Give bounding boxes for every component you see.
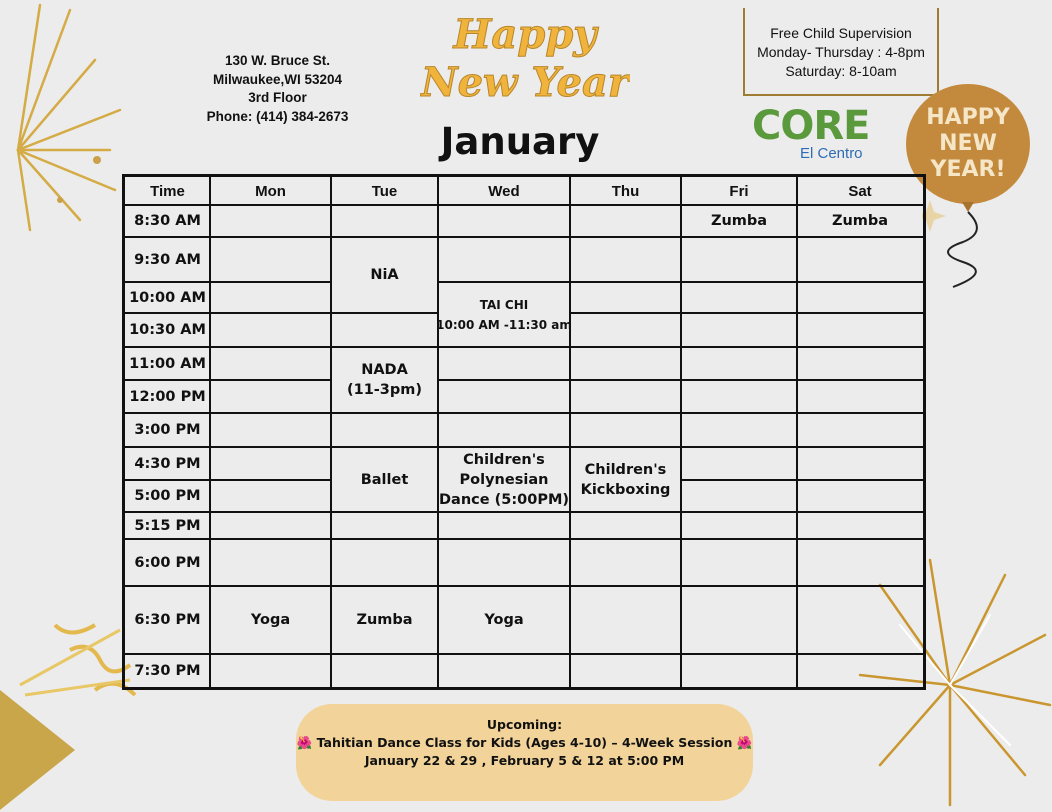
- time-cell: 6:00 PM: [134, 554, 201, 571]
- header-sat: Sat: [848, 182, 872, 200]
- firework-top-left: [0, 0, 130, 240]
- time-cell: 7:30 PM: [134, 662, 201, 679]
- column-divider: [796, 177, 798, 687]
- time-cell: 5:00 PM: [134, 488, 201, 504]
- event-tue-nia: [332, 238, 437, 312]
- header-tue: Tue: [371, 182, 398, 200]
- event-wed-yoga: [439, 587, 569, 653]
- balloon-line1: HAPPY: [926, 105, 1010, 130]
- balloon-line2: NEW: [939, 131, 997, 156]
- time-cell: 9:30 AM: [134, 251, 201, 268]
- event-line: Children's: [463, 451, 545, 468]
- event-mon-yoga: [211, 587, 330, 653]
- time-cell: 11:00 AM: [129, 355, 206, 372]
- event-line: Children's: [584, 461, 667, 478]
- event-fri-zumba: [682, 206, 796, 236]
- happy-new-year-graphic: [420, 6, 630, 116]
- event-line: Polynesian: [459, 471, 549, 488]
- time-cell: 12:00 PM: [129, 388, 206, 405]
- event-line: 10:00 AM -11:30 am: [436, 317, 572, 332]
- address-street: 130 W. Bruce St.: [224, 53, 331, 68]
- header-time: Time: [150, 182, 185, 200]
- time-cell: 6:30 PM: [134, 612, 201, 628]
- event-wed-tai-chi: [436, 283, 572, 346]
- new-year-words: New Year: [421, 59, 629, 106]
- row-divider: [125, 236, 923, 238]
- time-cell: 8:30 AM: [134, 213, 201, 229]
- upcoming-dates: January 22 & 29 , February 5 & 12 at 5:00 PM: [364, 753, 685, 768]
- event-line: Zumba: [831, 213, 889, 229]
- row-divider: [125, 379, 923, 381]
- event-line: Dance (5:00PM): [439, 491, 569, 508]
- row-divider: [125, 653, 923, 655]
- time-cell: 3:00 PM: [134, 422, 201, 438]
- event-tue-nada: [332, 348, 437, 412]
- month-title: January: [440, 120, 600, 163]
- header-fri: Fri: [729, 182, 749, 200]
- event-line: Ballet: [360, 471, 409, 488]
- column-divider: [680, 177, 682, 687]
- event-line: NADA: [361, 362, 408, 378]
- event-wed-children-s: [439, 448, 569, 511]
- header-wed: Wed: [488, 182, 520, 200]
- logo-word: CORE: [752, 103, 870, 149]
- upcoming-class: 🌺 Tahitian Dance Class for Kids (Ages 4-10) – 4-Week Session 🌺: [296, 735, 753, 750]
- row-divider: [125, 412, 923, 414]
- address-block: [180, 52, 375, 126]
- event-tue-zumba: [332, 587, 437, 653]
- happy-word: Happy: [453, 11, 597, 58]
- childcare-weekdays: Monday- Thursday : 4-8pm: [757, 44, 925, 60]
- logo-subtitle: El Centro: [800, 145, 863, 162]
- upcoming-banner: [296, 704, 753, 801]
- event-thu-children-s: [571, 448, 680, 511]
- childcare-title: Free Child Supervision: [770, 25, 912, 41]
- header-mon: Mon: [255, 182, 286, 200]
- core-el-centro-logo: [752, 104, 874, 164]
- header-thu: Thu: [611, 182, 640, 200]
- event-line: (11-3pm): [346, 382, 423, 398]
- address-city: Milwaukee,WI 53204: [212, 71, 343, 87]
- row-divider: [125, 511, 923, 513]
- schedule-table: [122, 174, 926, 690]
- event-line: Zumba: [356, 612, 413, 628]
- event-sat-zumba: [798, 206, 922, 236]
- event-line: Zumba: [710, 213, 768, 229]
- childcare-saturday: Saturday: 8-10am: [785, 63, 897, 79]
- address-phone: Phone: (414) 384-2673: [206, 108, 349, 124]
- event-line: Yoga: [250, 612, 291, 628]
- column-divider: [569, 177, 571, 687]
- row-divider: [125, 346, 923, 348]
- balloon-line3: YEAR!: [930, 157, 1006, 182]
- address-floor: 3rd Floor: [248, 90, 307, 105]
- event-line: Yoga: [484, 612, 524, 628]
- time-cell: 5:15 PM: [134, 517, 201, 534]
- event-line: TAI CHI: [479, 297, 529, 312]
- event-line: NiA: [370, 267, 399, 283]
- time-cell: 10:30 AM: [129, 322, 206, 338]
- row-divider: [125, 538, 923, 540]
- time-cell: 10:00 AM: [129, 289, 206, 306]
- upcoming-title: Upcoming:: [486, 717, 563, 732]
- event-tue-ballet: [332, 448, 437, 511]
- event-line: Kickboxing: [580, 481, 671, 498]
- time-cell: 4:30 PM: [134, 455, 201, 472]
